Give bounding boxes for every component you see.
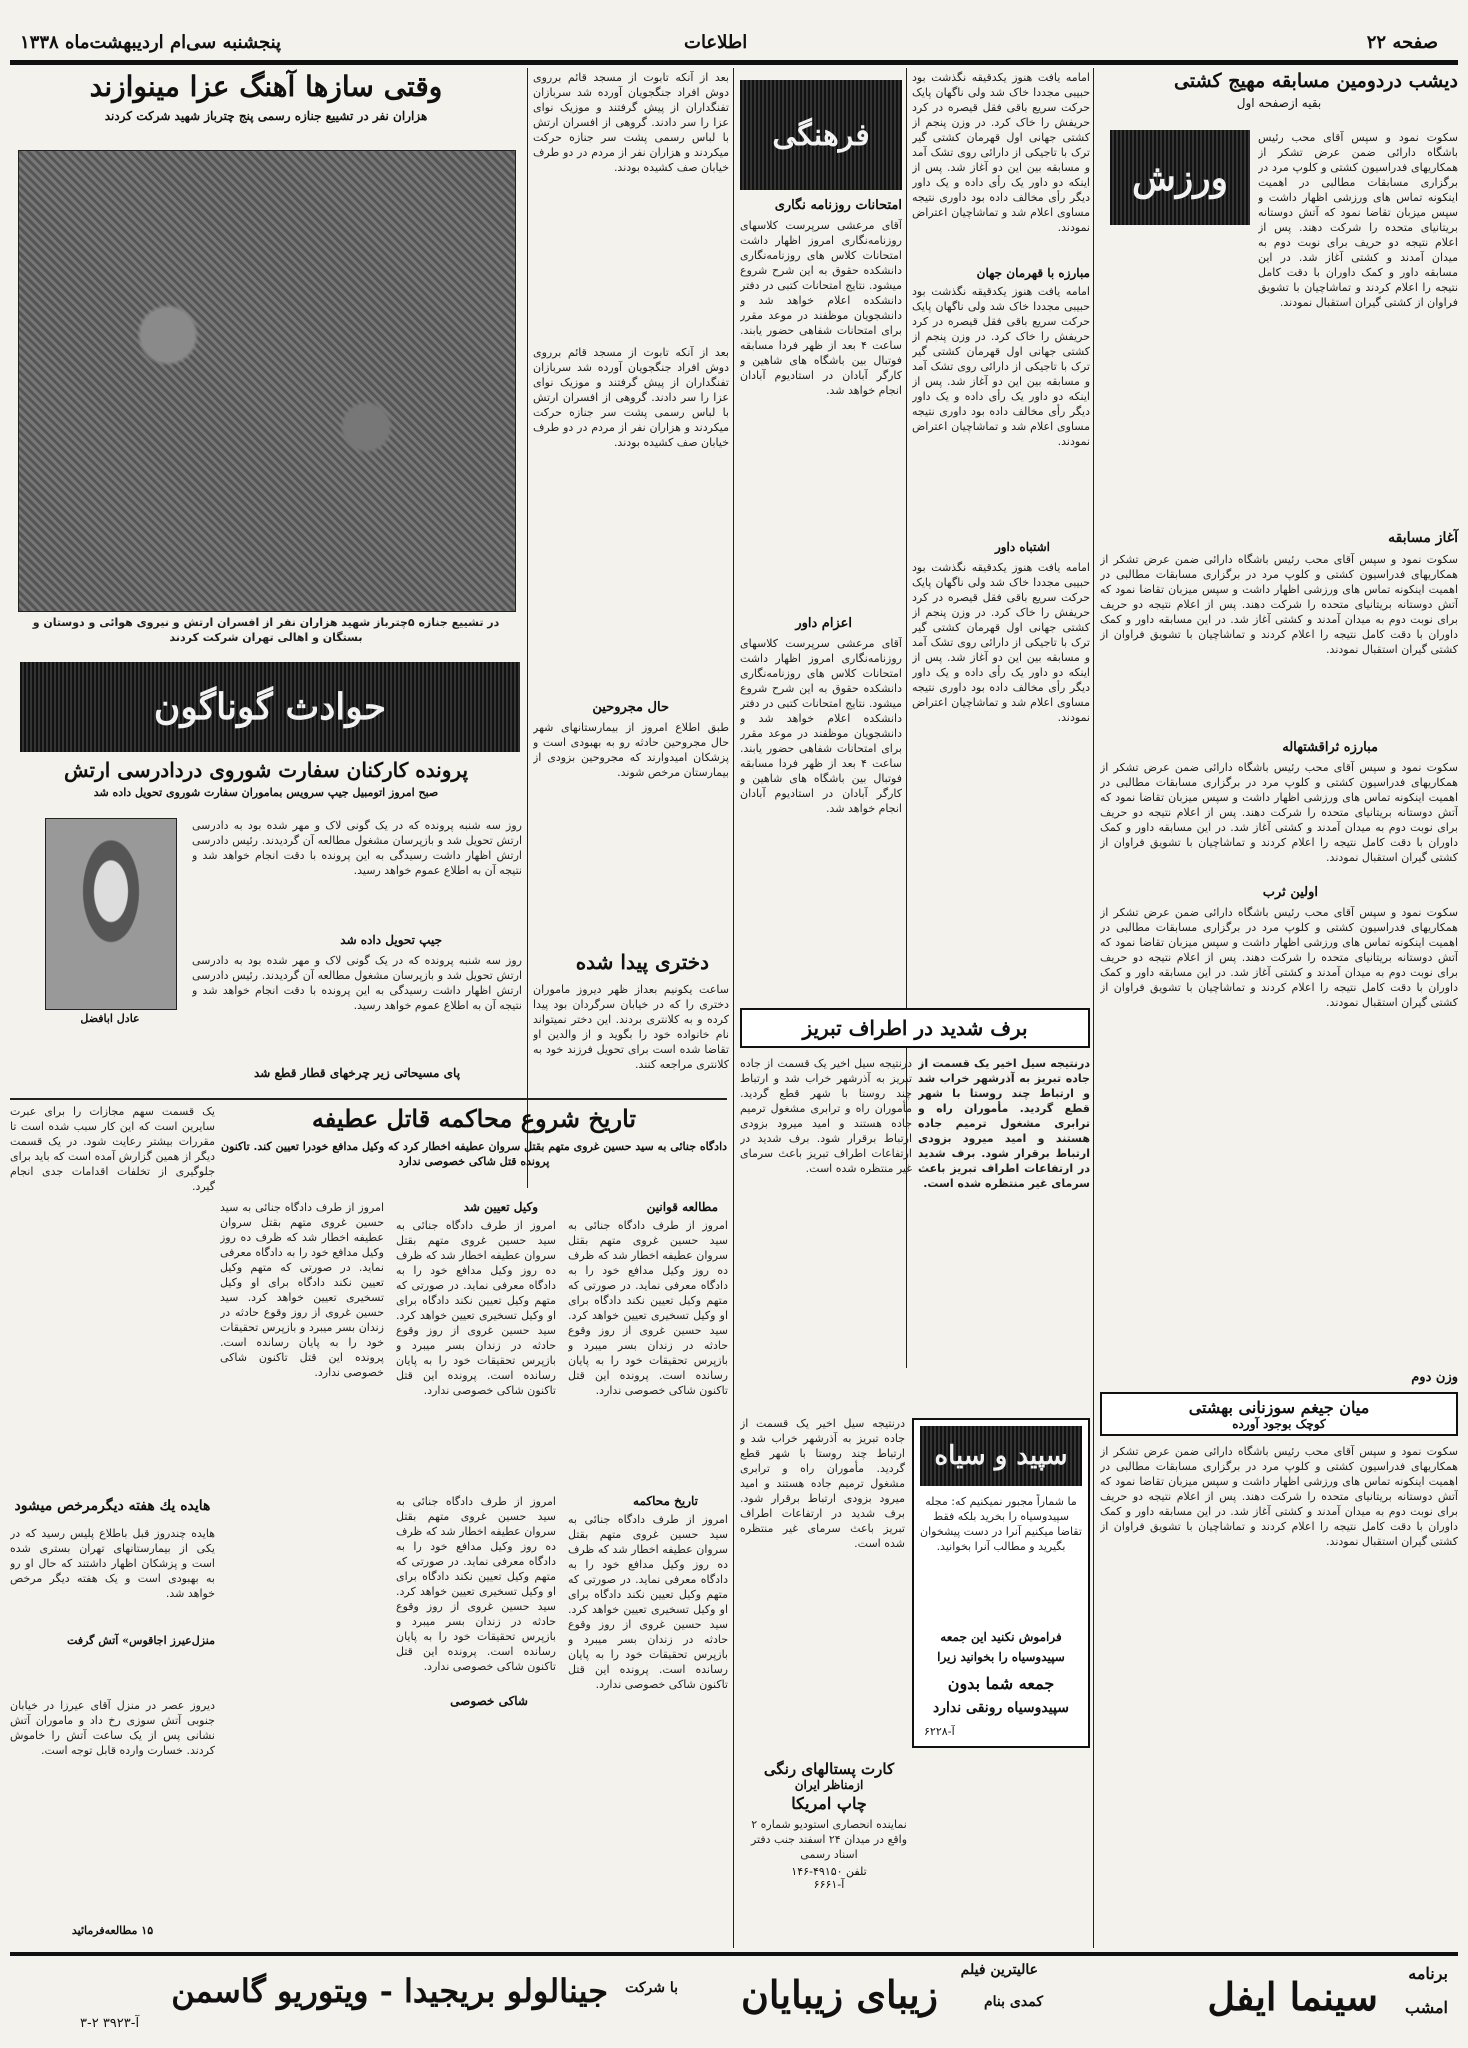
trial-subhead-2: تاریخ محاکمه <box>633 1494 698 1508</box>
music-article <box>10 70 522 660</box>
cinema-rule <box>10 1952 1458 1956</box>
cinema-film-title: زیبای زیبایان <box>741 1972 938 2017</box>
siah-line-1: فراموش نکنید این جمعه <box>940 1630 1062 1644</box>
wrestling-head: مبارزه با قهرمان جهان <box>976 266 1090 280</box>
trial-subhead-0: وکیل تعیین شد <box>463 1200 538 1214</box>
siah-ad <box>912 1418 1090 1748</box>
exhibit-box-title: میان جیغم سوزنانی بهشتی <box>1188 1397 1370 1417</box>
embassy-article <box>10 758 522 1093</box>
left-divider <box>10 1098 727 1100</box>
music-subtitle: هزاران نفر در تشییع جنازه رسمی پنج چترباز شهید شرکت کردند <box>104 109 428 123</box>
sport-subhead-3: اولین ثرب <box>1262 885 1318 900</box>
sport-column <box>1100 70 1458 1360</box>
trial-title: تاریخ شروع محاکمه قاتل عطیفه <box>311 1104 637 1133</box>
trial-article-lower <box>220 1494 728 1944</box>
sport-logo <box>1110 130 1250 225</box>
trial-body-4: امروز از طرف دادگاه جنائی به سید حسین غروی متهم بقتل سروان عطیفه اخطار شد که ظرف ده روز وکیل مدافع خود را به دادگاه معرفی نماید. در صورتی که متهم وکیل تعیین نکند دادگاه برای او وکیل تسخیری تعیین خواهد کرد. سید حسین غروی از روز وقوع حادثه در زندان بسر میبرد و بازپرس تحقیقات خود را به پایان رسانده است. پرونده این قتل تاکنون شاکی خصوصی ندارد. <box>568 1513 728 1691</box>
weight-two-head: وزن دوم <box>1411 1370 1458 1385</box>
col-rule-4 <box>527 68 528 1188</box>
exhibit-body: سکوت نمود و سپس آقای محب رئیس باشگاه دارائی ضمن عرض تشکر از همکاریهای فدراسیون کشتی و کلوپ مرد در برگزاری مسابقات مطالبی در اهمیت اینکونه تماس های ورزشی اظهار داشت و سپس میزبان تقاضا نمود که آتش دوستانه بریتانیای متحده را شرکت دهند. پس از اعلام نتیجه دو حریف برای نوبت دوم به میدان آمدند و کشتی آغاز شد. در این مسابقه داور و کمک داوران با دقت کامل نتیجه را اعلام کردند و تماشاچیان با تشویق فراوان از کشتی گیران استقبال نمودند. <box>1100 1445 1458 1548</box>
cinema-tonight: امشب <box>1405 1998 1448 2017</box>
cinema-genre: کمدی بنام <box>984 1994 1043 2010</box>
trial-subhead-3: شاکی خصوصی <box>450 1694 528 1708</box>
hayedeh-title: هایده یك هفته دیگرمرخص میشود <box>14 1498 211 1514</box>
girl-found-body: ساعت یکونیم بعداز ظهر دیروز ماموران دختری را که در خیابان سرگردان بود پیدا کرده و به کلانتری بردند. این دختر نمیتواند نام خانواده خود را بگوید و از والدین او تقاضا شده است برای تحویل فرزند خود به کلانتری مراجعه کنند. <box>533 983 729 1071</box>
masthead <box>0 0 1468 60</box>
siah-line-2: سپیدوسیاه را بخوانید زیرا <box>937 1650 1065 1664</box>
portrait-photo <box>45 818 177 1010</box>
journalism-exam-body: آقای مرعشی سرپرست کلاسهای روزنامه‌نگاری امروز اظهار داشت امتحانات کلاس های روزنامه‌نگاری دانشکده حقوق به این شرح شروع میشود. نتایج امتحانات کتبی در دفتر دانشکده اعلام خواهد شد و دانشجویان موظفند در موعد مقرر برای امتحانات شفاهی حضور یابند. ساعت ۴ بعد از ظهر فردا مسابقه فوتبال بین باشگاه های شاهین و کارگر آبادان در استادیوم آبادان انجام خواهد شد. <box>740 219 902 397</box>
trial-body-5: امروز از طرف دادگاه جنائی به سید حسین غروی متهم بقتل سروان عطیفه اخطار شد که ظرف ده روز وکیل مدافع خود را به دادگاه معرفی نماید. در صورتی که متهم وکیل تعیین نکند دادگاه برای او وکیل تسخیری تعیین خواهد کرد. سید حسین غروی از روز وقوع حادثه در زندان بسر میبرد و بازپرس تحقیقات خود را به پایان رسانده است. پرونده این قتل تاکنون شاکی خصوصی ندارد. <box>396 1495 556 1673</box>
culture-logo-text: فرهنگی <box>772 117 870 153</box>
funeral-body: بعد از آنکه تابوت از مسجد قائم برروی دوش افراد جنگجویان آورده شد سربازان تفنگداران از پیش گرفتند و موزیک نوای عزا را سر دادند. گروهی از افسران ارتش با لباس رسمی پشت سر جنازه حرکت میکردند و هزاران نفر از مردم در دو طرف خیابان صف کشیده بودند. <box>533 71 729 174</box>
embassy-title: پرونده کارکنان سفارت شوروی دردادرسی ارتش <box>63 758 469 782</box>
trial-body-1: امروز از طرف دادگاه جنائی به سید حسین غروی متهم بقتل سروان عطیفه اخطار شد که ظرف ده روز وکیل مدافع خود را به دادگاه معرفی نماید. در صورتی که متهم وکیل تعیین نکند دادگاه برای او وکیل تسخیری تعیین خواهد کرد. سید حسین غروی از روز وقوع حادثه در زندان بسر میبرد و بازپرس تحقیقات خود را به پایان رسانده است. پرونده این قتل تاکنون شاکی خصوصی ندارد. <box>568 1219 728 1397</box>
siah-line-4: سپیدوسیاه رونقی ندارد <box>933 1700 1069 1716</box>
sport-subhead-2: مبارزه ثراقشتهاله <box>1282 740 1378 755</box>
exhibit-box <box>1100 1392 1458 1436</box>
cinema-with: با شرکت <box>625 1980 678 1996</box>
journalism-exam-head: امتحانات روزنامه نگاری <box>774 198 902 213</box>
funeral-column <box>533 70 729 1180</box>
page-label: صفحه ۲۲ <box>1366 32 1438 53</box>
embassy-subtitle: صبح امروز اتومبیل جیپ سرویس بماموران سفارت شوروی تحویل داده شد <box>93 786 439 799</box>
events-banner-text: حوادث گوناگون <box>153 686 387 728</box>
siah-logo <box>920 1426 1082 1486</box>
sport-body-2: سکوت نمود و سپس آقای محب رئیس باشگاه دارائی ضمن عرض تشکر از همکاریهای فدراسیون کشتی و کلوپ مرد در برگزاری مسابقات مطالبی در اهمیت اینکونه تماس های ورزشی اظهار داشت و سپس میزبان تقاضا نمود که آتش دوستانه بریتانیای متحده را شرکت دهند. پس از اعلام نتیجه دو حریف برای نوبت دوم به میدان آمدند و کشتی آغاز شد. در این مسابقه داور و کمک داوران با دقت کامل نتیجه را اعلام کردند و تماشاچیان با تشویق فراوان از کشتی گیران استقبال نمودند. <box>1100 553 1458 656</box>
sport-continuation: بقیه ازصفحه اول <box>1236 96 1322 110</box>
issue-date: پنجشنبه سی‌ام اردیبهشت‌ماه ۱۳۳۸ <box>20 32 282 53</box>
postcard-phone: تلفن ۴۹۱۵۰-۱۴۶ <box>791 1865 867 1878</box>
cinema-ad <box>10 1958 1458 2044</box>
funeral-photo <box>18 150 516 612</box>
fire-body: دیروز عصر در منزل آقای عیرزا در خیابان جنوبی آتش سوزی رخ داد و ماموران آتش نشانی پس از یک ساعت آتش را خاموش کردند. خسارت وارده قابل توجه است. <box>10 1699 215 1757</box>
punishment-body: یک قسمت سهم مجازات را برای عبرت سایرین است که این کار سبب شده است تا مقررات بیشتر رعایت شود. در یک قسمت دیگر از همین گزارش آمده است که باید برای جلوگیری از تخلفات اقدامات جدی انجام گیرد. <box>10 1105 215 1193</box>
postcard-ad <box>740 1760 918 1948</box>
culture-logo <box>740 80 902 190</box>
wounded-head: حال مجروحین <box>592 700 669 715</box>
postcard-sub: ازمناظر ایران <box>794 1778 864 1792</box>
referee-body: آقای مرعشی سرپرست کلاسهای روزنامه‌نگاری امروز اظهار داشت امتحانات کلاس های روزنامه‌نگاری دانشکده حقوق به این شرح شروع میشود. نتایج امتحانات کتبی در دفتر دانشکده اعلام خواهد شد و دانشجویان موظفند در موعد مقرر برای امتحانات شفاهی حضور یابند. ساعت ۴ بعد از ظهر فردا مسابقه فوتبال بین باشگاه های شاهین و کارگر آبادان در استادیوم آبادان انجام خواهد شد. <box>740 637 902 815</box>
siah-line-3: جمعه شما بدون <box>947 1674 1055 1693</box>
wrestling-body-1: امامه یافت هنوز یکدقیقه نگذشت بود حبیبی مجددا خاک شد ولی ناگهان پایک حرکت سریع باقی فقل قیصره در کرد حریفش را خاک کرد. در وزن پنجم از کشتی جهانی اول قهرمان کشتی گیر ترک با تاجیکی از دارائی روی تشک آمد و مسابقه بین این دو آغاز شد. پس از اینکه دو داور یک رأی داده و یک داور دیگر رأی مخالف داده بود داوری نتیجه مساوی اعلام شد و تماشاچیان اعتراض نمودند. <box>912 71 1090 234</box>
sport-body-3: سکوت نمود و سپس آقای محب رئیس باشگاه دارائی ضمن عرض تشکر از همکاریهای فدراسیون کشتی و کلوپ مرد در برگزاری مسابقات مطالبی در اهمیت اینکونه تماس های ورزشی اظهار داشت و سپس میزبان تقاضا نمود که آتش دوستانه بریتانیای متحده را شرکت دهند. پس از اعلام نتیجه دو حریف برای نوبت دوم به میدان آمدند و کشتی آغاز شد. در این مسابقه داور و کمک داوران با دقت کامل نتیجه را اعلام کردند و تماشاچیان با تشویق فراوان از کشتی گیران استقبال نمودند. <box>1100 761 1458 864</box>
postcard-title: کارت پستالهای رنگی <box>763 1760 895 1778</box>
siah-logo-text: سپید و سیاه <box>934 1441 1068 1471</box>
snow-title: برف شدید در اطراف تبریز <box>802 1016 1028 1040</box>
snow-article <box>740 1008 1090 1408</box>
music-title: وقتی سازها آهنگ عزا مینوازند <box>89 70 443 103</box>
wounded-body: طبق اطلاع امروز از بیمارستانهای شهر حال مجروحین حادثه رو به بهبودی است و پزشکان امیدوارند که مجروحین بزودی از بیمارستان مرخص شوند. <box>533 721 729 779</box>
sport-logo-text: ورزش <box>1131 156 1229 199</box>
jeep-subhead: جیپ تحویل داده شد <box>340 933 442 947</box>
wrestling-body-3: امامه یافت هنوز یکدقیقه نگذشت بود حبیبی مجددا خاک شد ولی ناگهان پایک حرکت سریع باقی فقل قیصره در کرد حریفش را خاک کرد. در وزن پنجم از کشتی جهانی اول قهرمان کشتی گیر ترک با تاجیکی از دارائی روی تشک آمد و مسابقه بین این دو آغاز شد. پس از اینکه دو داور یک رأی داده و یک داور دیگر رأی مخالف داده بود داوری نتیجه مساوی اعلام شد و تماشاچیان اعتراض نمودند. <box>912 561 1090 724</box>
trial-subtitle: دادگاه جنائی به سید حسین غروی متهم بقتل سروان عطیفه اخطار کرد که وکیل مدافع خودرا تعیین کند. تاکنون پرونده قتل شاکی خصوصی ندارد <box>220 1140 728 1168</box>
trial-subhead-1: مطالعه قوانین <box>646 1200 718 1214</box>
postcard-code: آ-۶۶۶۱ <box>813 1878 845 1891</box>
cinema-program: برنامه <box>1408 1964 1448 1983</box>
trial-body-3: امروز از طرف دادگاه جنائی به سید حسین غروی متهم بقتل سروان عطیفه اخطار شد که ظرف ده روز وکیل مدافع خود را به دادگاه معرفی نماید. در صورتی که متهم وکیل تعیین نکند دادگاه برای او وکیل تسخیری تعیین خواهد کرد. سید حسین غروی از روز وقوع حادثه در زندان بسر میبرد و بازپرس تحقیقات خود را به پایان رسانده است. پرونده این قتل تاکنون شاکی خصوصی ندارد. <box>220 1201 384 1379</box>
embassy-body: روز سه شنبه پرونده که در یک گونی لاک و مهر شده بود به دادرسی ارتش تحویل شد و بازپرسان مشغول مطالعه آن گردیدند. رئیس دادرسی ارتش اظهار داشت رسیدگی به این پرونده با دقت انجام خواهد شد و نتیجه آن به اطلاع عموم خواهد رسید. <box>192 819 522 877</box>
col-rule-1 <box>1093 68 1094 1948</box>
events-banner <box>20 662 520 752</box>
hayedeh-article <box>10 1498 215 1948</box>
referee-head: اعزام داور <box>795 616 852 631</box>
postcard-print: چاپ امریکا <box>791 1794 867 1813</box>
trial-article <box>220 1104 728 1494</box>
exhibit-box-sub: کوچک بوجود آورده <box>1232 1416 1326 1431</box>
snow-body-1: درنتیجه سیل اخیر یک قسمت از جاده تبریز به آذرشهر خراب شد و ارتباط چند روستا با شهر قطع گردید. مأموران راه و ترابری مشغول ترمیم جاده هستند و امید میرود بزودی ارتباط برقرار شود. برف شدید در ارتفاعات اطراف تبریز باعث سرمای غیر منتظره شده است. <box>918 1057 1090 1190</box>
cinema-stars: جینالولو بریجیدا - ویتوریو گاسمن <box>171 1972 608 2010</box>
jeep-body: روز سه شنبه پرونده که در یک گونی لاک و مهر شده بود به دادرسی ارتش تحویل شد و بازپرسان مشغول مطالعه آن گردیدند. رئیس دادرسی ارتش اظهار داشت رسیدگی به این پرونده با دقت انجام خواهد شد و نتیجه آن به اطلاع عموم خواهد رسید. <box>192 954 522 1012</box>
train-head: پای مسیحاتی زیر چرخهای قطار قطع شد <box>253 1066 461 1080</box>
snow-title-box <box>740 1008 1090 1048</box>
siah-body: ما شماراً مجبور نمیکنیم که: مجله سپیدوسیاه را بخرید بلکه فقط تقاضا میکنیم آنرا در دست پیشخوان بگیرید و مطالب آنرا بخوانید. <box>920 1495 1082 1553</box>
snow-continuation: درنتیجه سیل اخیر یک قسمت از جاده تبریز به آذرشهر خراب شد و ارتباط چند روستا با شهر قطع گردید. مأموران راه و ترابری مشغول ترمیم جاده هستند و امید میرود بزودی ارتباط برقرار شود. برف شدید در ارتفاعات اطراف تبریز باعث سرمای غیر منتظره شده است. <box>740 1417 905 1550</box>
sport-subhead-1: آغاز مسابقه <box>1388 530 1458 546</box>
wrestling-subhead: اشتباه داور <box>994 540 1050 554</box>
siah-code: آ-۶۲۲۸ <box>924 1725 955 1738</box>
paper-name: اطلاعات <box>684 32 748 53</box>
sport-column-lower <box>1100 1370 1458 1950</box>
cinema-code: آ-۳۹۲۳ ۲-۳ <box>80 2016 140 2031</box>
portrait-caption: عادل ابافضل <box>80 1012 140 1025</box>
hijri-head: منزل‌عیرز اجاقوس» آتش گرفت <box>67 1634 215 1647</box>
girl-found-title: دختری پیدا شده <box>575 950 709 974</box>
postcard-body: نماینده انحصاری استودیو شماره ۲ واقع در میدان ۲۴ اسفند جنب دفتر اسناد رسمی <box>750 1818 908 1861</box>
sport-body-1: سکوت نمود و سپس آقای محب رئیس باشگاه دارائی ضمن عرض تشکر از همکاریهای فدراسیون کشتی و کلوپ مرد در برگزاری مسابقات مطالبی در اهمیت اینکونه تماس های ورزشی اظهار داشت و سپس میزبان تقاضا نمود که آتش دوستانه بریتانیای متحده را شرکت دهند. پس از اعلام نتیجه دو حریف برای نوبت دوم به میدان آمدند و کشتی آغاز شد. در این مسابقه داور و کمک داوران با دقت کامل نتیجه را اعلام کردند و تماشاچیان با تشویق فراوان از کشتی گیران استقبال نمودند. <box>1258 131 1458 309</box>
trial-body-2: امروز از طرف دادگاه جنائی به سید حسین غروی متهم بقتل سروان عطیفه اخطار شد که ظرف ده روز وکیل مدافع خود را به دادگاه معرفی نماید. در صورتی که متهم وکیل تعیین نکند دادگاه برای او وکیل تسخیری تعیین خواهد کرد. سید حسین غروی از روز وقوع حادثه در زندان بسر میبرد و بازپرس تحقیقات خود را به پایان رسانده است. پرونده این قتل تاکنون شاکی خصوصی ندارد. <box>396 1219 556 1397</box>
sport-title: دیشب دردومین مسابقه مهیج کشتی <box>1174 70 1458 92</box>
snow-body-2: درنتیجه سیل اخیر یک قسمت از جاده تبریز به آذرشهر خراب شد و ارتباط چند روستا با شهر قطع گردید. مأموران راه و ترابری مشغول ترمیم جاده هستند و امید میرود بزودی ارتباط برقرار شود. برف شدید در ارتفاعات اطراف تبریز باعث سرمای غیر منتظره شده است. <box>740 1057 912 1175</box>
col-rule-3 <box>733 68 734 1948</box>
sport-body-4: سکوت نمود و سپس آقای محب رئیس باشگاه دارائی ضمن عرض تشکر از همکاریهای فدراسیون کشتی و کلوپ مرد در برگزاری مسابقات مطالبی در اهمیت اینکونه تماس های ورزشی اظهار داشت و سپس میزبان تقاضا نمود که آتش دوستانه بریتانیای متحده را شرکت دهند. پس از اعلام نتیجه دو حریف برای نوبت دوم به میدان آمدند و کشتی آغاز شد. در این مسابقه داور و کمک داوران با دقت کامل نتیجه را اعلام کردند و تماشاچیان با تشویق فراوان از کشتی گیران استقبال نمودند. <box>1100 906 1458 1009</box>
cinema-film-tag: عالیترین فیلم <box>960 1962 1038 1978</box>
cinema-name: سینما ایفل <box>1207 1974 1378 2019</box>
wrestling-body-2: امامه یافت هنوز یکدقیقه نگذشت بود حبیبی مجددا خاک شد ولی ناگهان پایک حرکت سریع باقی فقل قیصره در کرد حریفش را خاک کرد. در وزن پنجم از کشتی جهانی اول قهرمان کشتی گیر ترک با تاجیکی از دارائی روی تشک آمد و مسابقه بین این دو آغاز شد. پس از اینکه دو داور یک رأی داده و یک داور دیگر رأی مخالف داده بود داوری نتیجه مساوی اعلام شد و تماشاچیان اعتراض نمودند. <box>912 285 1090 448</box>
funeral-photo-caption: در تشییع جنازه ۵چترباز شهید هزاران نفر از افسران ارتش و نیروی هوائی و دوستان و بستگان و اهالی تهران شرکت کردند <box>32 616 500 644</box>
reading-note: ۱۵ مطالعه‌فرمائید <box>71 1924 154 1937</box>
hayedeh-body: هایده چندروز قبل باطلاع پلیس رسید که در یکی از بیمارستانهای تهران بستری شده است و پزشکان اظهار داشتند که حال او رو به بهبودی است و یک هفته دیگر مرخص خواهد شد. <box>10 1527 215 1600</box>
funeral-body-2: بعد از آنکه تابوت از مسجد قائم برروی دوش افراد جنگجویان آورده شد سربازان تفنگداران از پیش گرفتند و موزیک نوای عزا را سر دادند. گروهی از افسران ارتش با لباس رسمی پشت سر جنازه حرکت میکردند و هزاران نفر از مردم در دو طرف خیابان صف کشیده بودند. <box>533 346 729 449</box>
masthead-rule <box>10 60 1458 65</box>
